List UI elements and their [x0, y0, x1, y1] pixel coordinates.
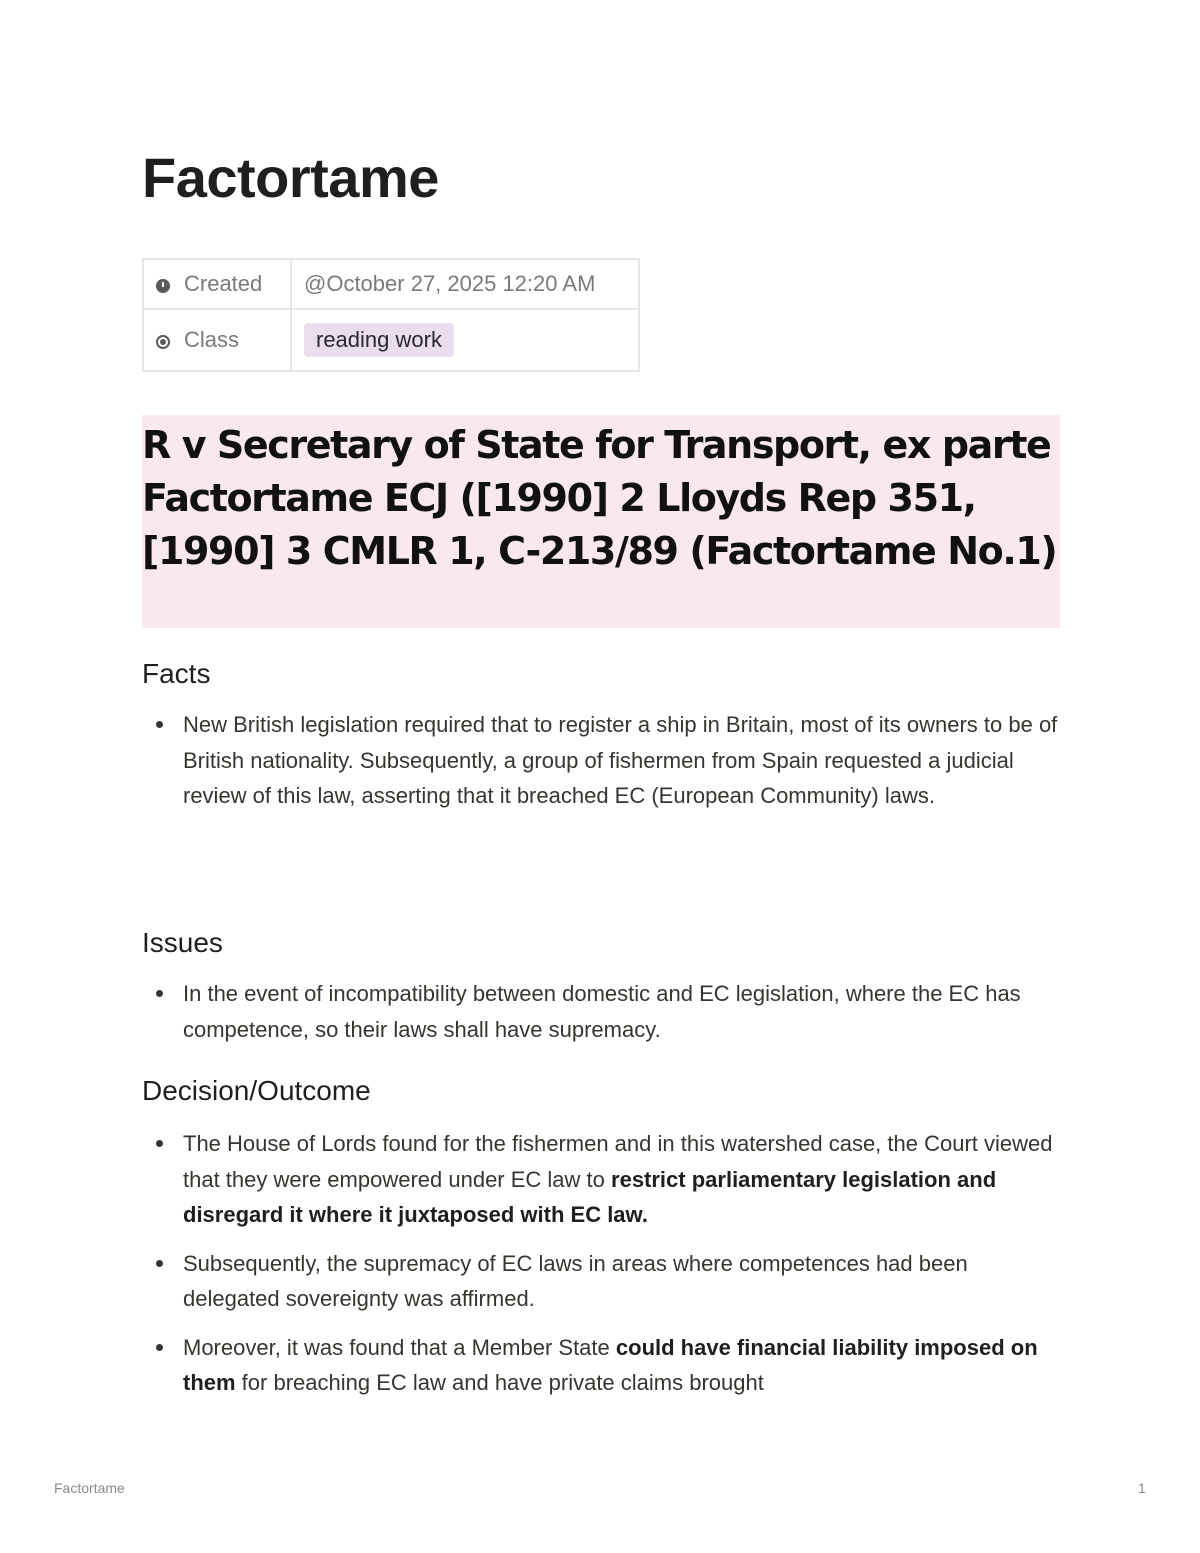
page-title: Factortame: [142, 146, 439, 209]
created-label: Created: [184, 271, 263, 296]
decision-heading: Decision/Outcome: [142, 1075, 371, 1106]
class-tag[interactable]: reading work: [304, 323, 454, 357]
facts-list: [142, 707, 1060, 827]
properties-table: [142, 258, 640, 372]
item-text: Subsequently, the supremacy of EC laws in areas where competences had been delegated sovereignty was affirmed.: [183, 1250, 968, 1311]
item-text: The House of Lords found for the fishermen and in this watershed case, the Court viewed that they were empowered under EC law to: [183, 1131, 1053, 1192]
created-value[interactable]: @October 27, 2025 12:20 AM: [291, 259, 639, 309]
item-text: Moreover, it was found that a Member State: [183, 1334, 616, 1360]
case-heading: R v Secretary of State for Transport, ex parte Factortame ECJ ([1990] 2 Lloyds Rep 351, [1990] 3 CMLR 1, C-213/89 (Factortame No.1): [142, 415, 1060, 628]
property-label-cell: [143, 259, 291, 309]
list-item: In the event of incompatibility between domestic and EC legislation, where the EC has competence, so their laws shall have supremacy.: [142, 976, 1060, 1047]
class-label: Class: [184, 327, 240, 352]
issues-list: [142, 976, 1060, 1060]
property-label-cell: [143, 309, 291, 371]
decision-list: [142, 1126, 1060, 1414]
facts-heading: Facts: [142, 658, 211, 689]
footer-page-number: 1: [1138, 1480, 1146, 1496]
list-item: New British legislation required that to register a ship in Britain, most of its owners to be of British nationality. Subsequently, a group of fishermen from Spain requested a judicial review of this law, asserting that it breached EC (European Community) laws.: [142, 707, 1060, 814]
footer-doc-name: Factortame: [54, 1480, 125, 1496]
class-value-cell[interactable]: [291, 309, 639, 371]
list-item: [142, 1330, 1060, 1401]
property-row-created: [143, 259, 639, 309]
issues-heading: Issues: [142, 927, 223, 958]
list-item: [142, 1126, 1060, 1233]
clock-icon: [156, 279, 170, 293]
item-text-after: for breaching EC law and have private claims brought: [235, 1370, 764, 1395]
list-item: [142, 1246, 1060, 1317]
item-bold-text: could have financial liability imposed on them: [183, 1334, 1038, 1395]
property-row-class: [143, 309, 639, 371]
select-icon: [156, 335, 170, 349]
item-bold-text: restrict parliamentary legislation and disregard it where it juxtaposed with EC law.: [183, 1166, 997, 1227]
